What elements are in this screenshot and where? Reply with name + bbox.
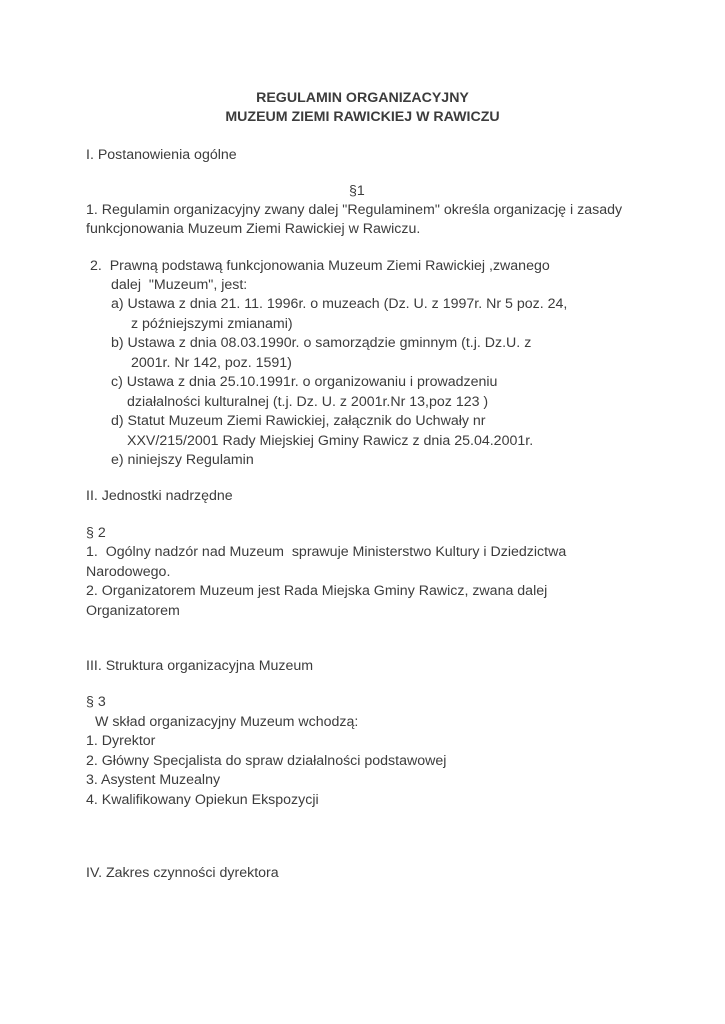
legal-basis-c-line-2: działalności kulturalnej (t.j. Dz. U. z 2001r.Nr 13,poz 123 ): [127, 394, 489, 410]
paragraph-2-item-2-line-1: 2. Organizatorem Muzeum jest Rada Miejska Gminy Rawicz, zwana dalej: [86, 583, 548, 599]
legal-basis-e: e) niniejszy Regulamin: [111, 452, 254, 468]
paragraph-1-symbol: §1: [349, 183, 365, 199]
paragraph-2-symbol: § 2: [86, 525, 106, 541]
section-4-heading: IV. Zakres czynności dyrektora: [86, 865, 279, 881]
section-1-heading: I. Postanowienia ogólne: [86, 147, 237, 163]
document-title-line-2: MUZEUM ZIEMI RAWICKIEJ W RAWICZU: [225, 109, 500, 125]
paragraph-3-intro: W skład organizacyjny Muzeum wchodzą:: [95, 714, 359, 730]
paragraph-2-item-1-line-2: Narodowego.: [86, 564, 171, 580]
structure-item-1: 1. Dyrektor: [86, 733, 156, 749]
paragraph-1-item-2-line-1: 2. Prawną podstawą funkcjonowania Muzeum Ziemi Rawickiej ,zwanego: [90, 258, 550, 274]
section-3-heading: III. Struktura organizacyjna Muzeum: [86, 658, 314, 674]
legal-basis-b-line-1: b) Ustawa z dnia 08.03.1990r. o samorządzie gminnym (t.j. Dz.U. z: [111, 335, 532, 351]
legal-basis-a-line-1: a) Ustawa z dnia 21. 11. 1996r. o muzeach (Dz. U. z 1997r. Nr 5 poz. 24,: [111, 296, 568, 312]
paragraph-2-item-2-line-2: Organizatorem: [86, 603, 180, 619]
legal-basis-c-line-1: c) Ustawa z dnia 25.10.1991r. o organizowaniu i prowadzeniu: [111, 374, 498, 390]
paragraph-1-item-1-line-2: funkcjonowania Muzeum Ziemi Rawickiej w Rawiczu.: [86, 221, 421, 237]
legal-basis-a-line-2: z późniejszymi zmianami): [131, 316, 293, 332]
legal-basis-b-line-2: 2001r. Nr 142, poz. 1591): [131, 355, 292, 371]
structure-item-4: 4. Kwalifikowany Opiekun Ekspozycji: [86, 792, 319, 808]
paragraph-1-item-1-line-1: 1. Regulamin organizacyjny zwany dalej "Regulaminem" określa organizację i zasady: [86, 202, 623, 218]
legal-basis-d-line-2: XXV/215/2001 Rady Miejskiej Gminy Rawicz z dnia 25.04.2001r.: [127, 433, 534, 449]
section-2-heading: II. Jednostki nadrzędne: [86, 488, 233, 504]
paragraph-3-symbol: § 3: [86, 694, 106, 710]
document-title-line-1: REGULAMIN ORGANIZACYJNY: [256, 90, 469, 106]
structure-item-2: 2. Główny Specjalista do spraw działalności podstawowej: [86, 753, 447, 769]
legal-basis-d-line-1: d) Statut Muzeum Ziemi Rawickiej, załącznik do Uchwały nr: [111, 413, 486, 429]
structure-item-3: 3. Asystent Muzealny: [86, 772, 221, 788]
paragraph-1-item-2-line-2: dalej "Muzeum", jest:: [111, 277, 248, 293]
paragraph-2-item-1-line-1: 1. Ogólny nadzór nad Muzeum sprawuje Ministerstwo Kultury i Dziedzictwa: [86, 544, 567, 560]
